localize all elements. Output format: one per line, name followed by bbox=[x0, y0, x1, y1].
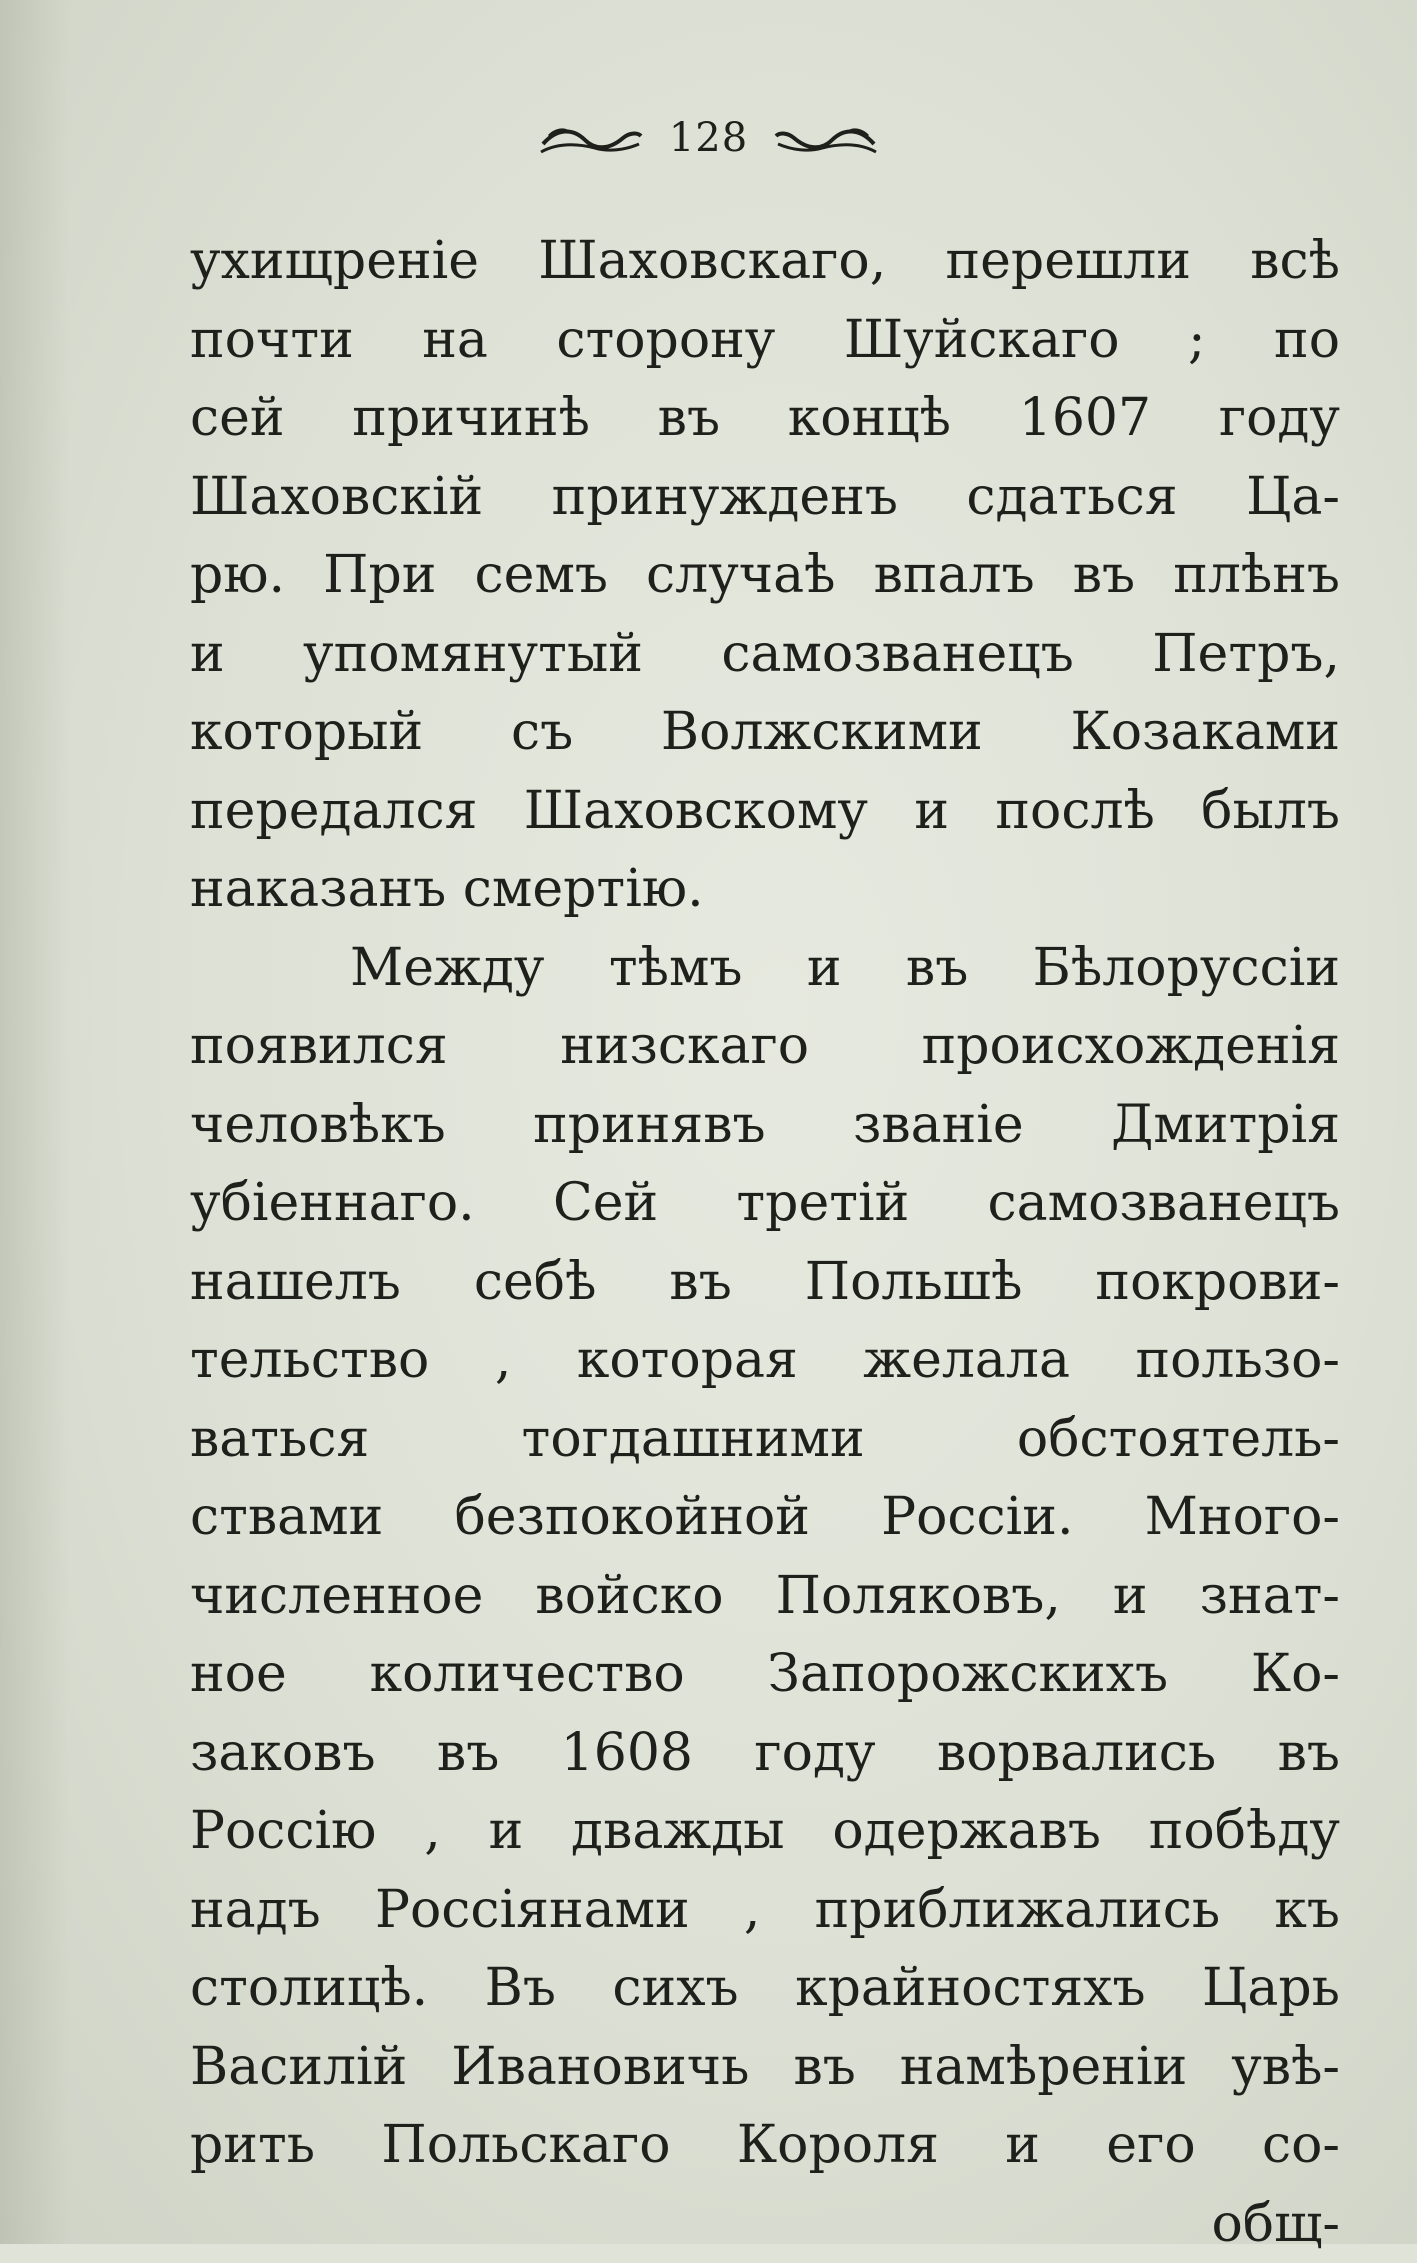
paragraph-start-line: Между тѣмъ и въ Бѣлоруссіи bbox=[190, 929, 1340, 1008]
catchword: общ- bbox=[190, 2185, 1340, 2263]
text-line: ухищреніе Шаховскаго, перешли всѣ bbox=[190, 222, 1340, 301]
text-line: наказанъ смертію. bbox=[190, 850, 1340, 929]
text-line: ваться тогдашними обстоятель- bbox=[190, 1400, 1340, 1479]
text-line: и упомянутый самозванецъ Петръ, bbox=[190, 615, 1340, 694]
text-line: рю. При семъ случаѣ впалъ въ плѣнъ bbox=[190, 536, 1340, 615]
scroll-ornament-icon bbox=[774, 118, 878, 158]
text-line: заковъ въ 1608 году ворвались въ bbox=[190, 1714, 1340, 1793]
gutter-shadow bbox=[0, 0, 70, 2244]
text-line: надъ Россіянами , приближались къ bbox=[190, 1871, 1340, 1950]
text-line: передался Шаховскому и послѣ былъ bbox=[190, 772, 1340, 851]
text-line: сей причинѣ въ концѣ 1607 году bbox=[190, 379, 1340, 458]
text-line: который съ Волжскими Козаками bbox=[190, 693, 1340, 772]
text-line: тельство , которая желала пользо- bbox=[190, 1321, 1340, 1400]
page-header bbox=[0, 108, 1417, 168]
page-number: 128 bbox=[669, 115, 748, 161]
text-line: убіеннаго. Сей третій самозванецъ bbox=[190, 1164, 1340, 1243]
text-line: численное войско Поляковъ, и знат- bbox=[190, 1557, 1340, 1636]
text-line: Шаховскій принужденъ сдаться Ца- bbox=[190, 458, 1340, 537]
text-line: появился низскаго происхожденія bbox=[190, 1007, 1340, 1086]
text-line: нашелъ себѣ въ Польшѣ покрови- bbox=[190, 1243, 1340, 1322]
text-line: ствами безпокойной Россіи. Много- bbox=[190, 1478, 1340, 1557]
text-line: Россію , и дважды одержавъ побѣду bbox=[190, 1792, 1340, 1871]
text-line: почти на сторону Шуйскаго ; по bbox=[190, 301, 1340, 380]
scroll-ornament-icon bbox=[539, 118, 643, 158]
text-line: ное количество Запорожскихъ Ко- bbox=[190, 1635, 1340, 1714]
text-line: Василій Ивановичь въ намѣреніи увѣ- bbox=[190, 2028, 1340, 2107]
text-line: человѣкъ принявъ званіе Дмитрія bbox=[190, 1086, 1340, 1165]
text-line: столицѣ. Въ сихъ крайностяхъ Царь bbox=[190, 1949, 1340, 2028]
body-text bbox=[190, 222, 1340, 2263]
text-line: рить Польскаго Короля и его со- bbox=[190, 2106, 1340, 2185]
